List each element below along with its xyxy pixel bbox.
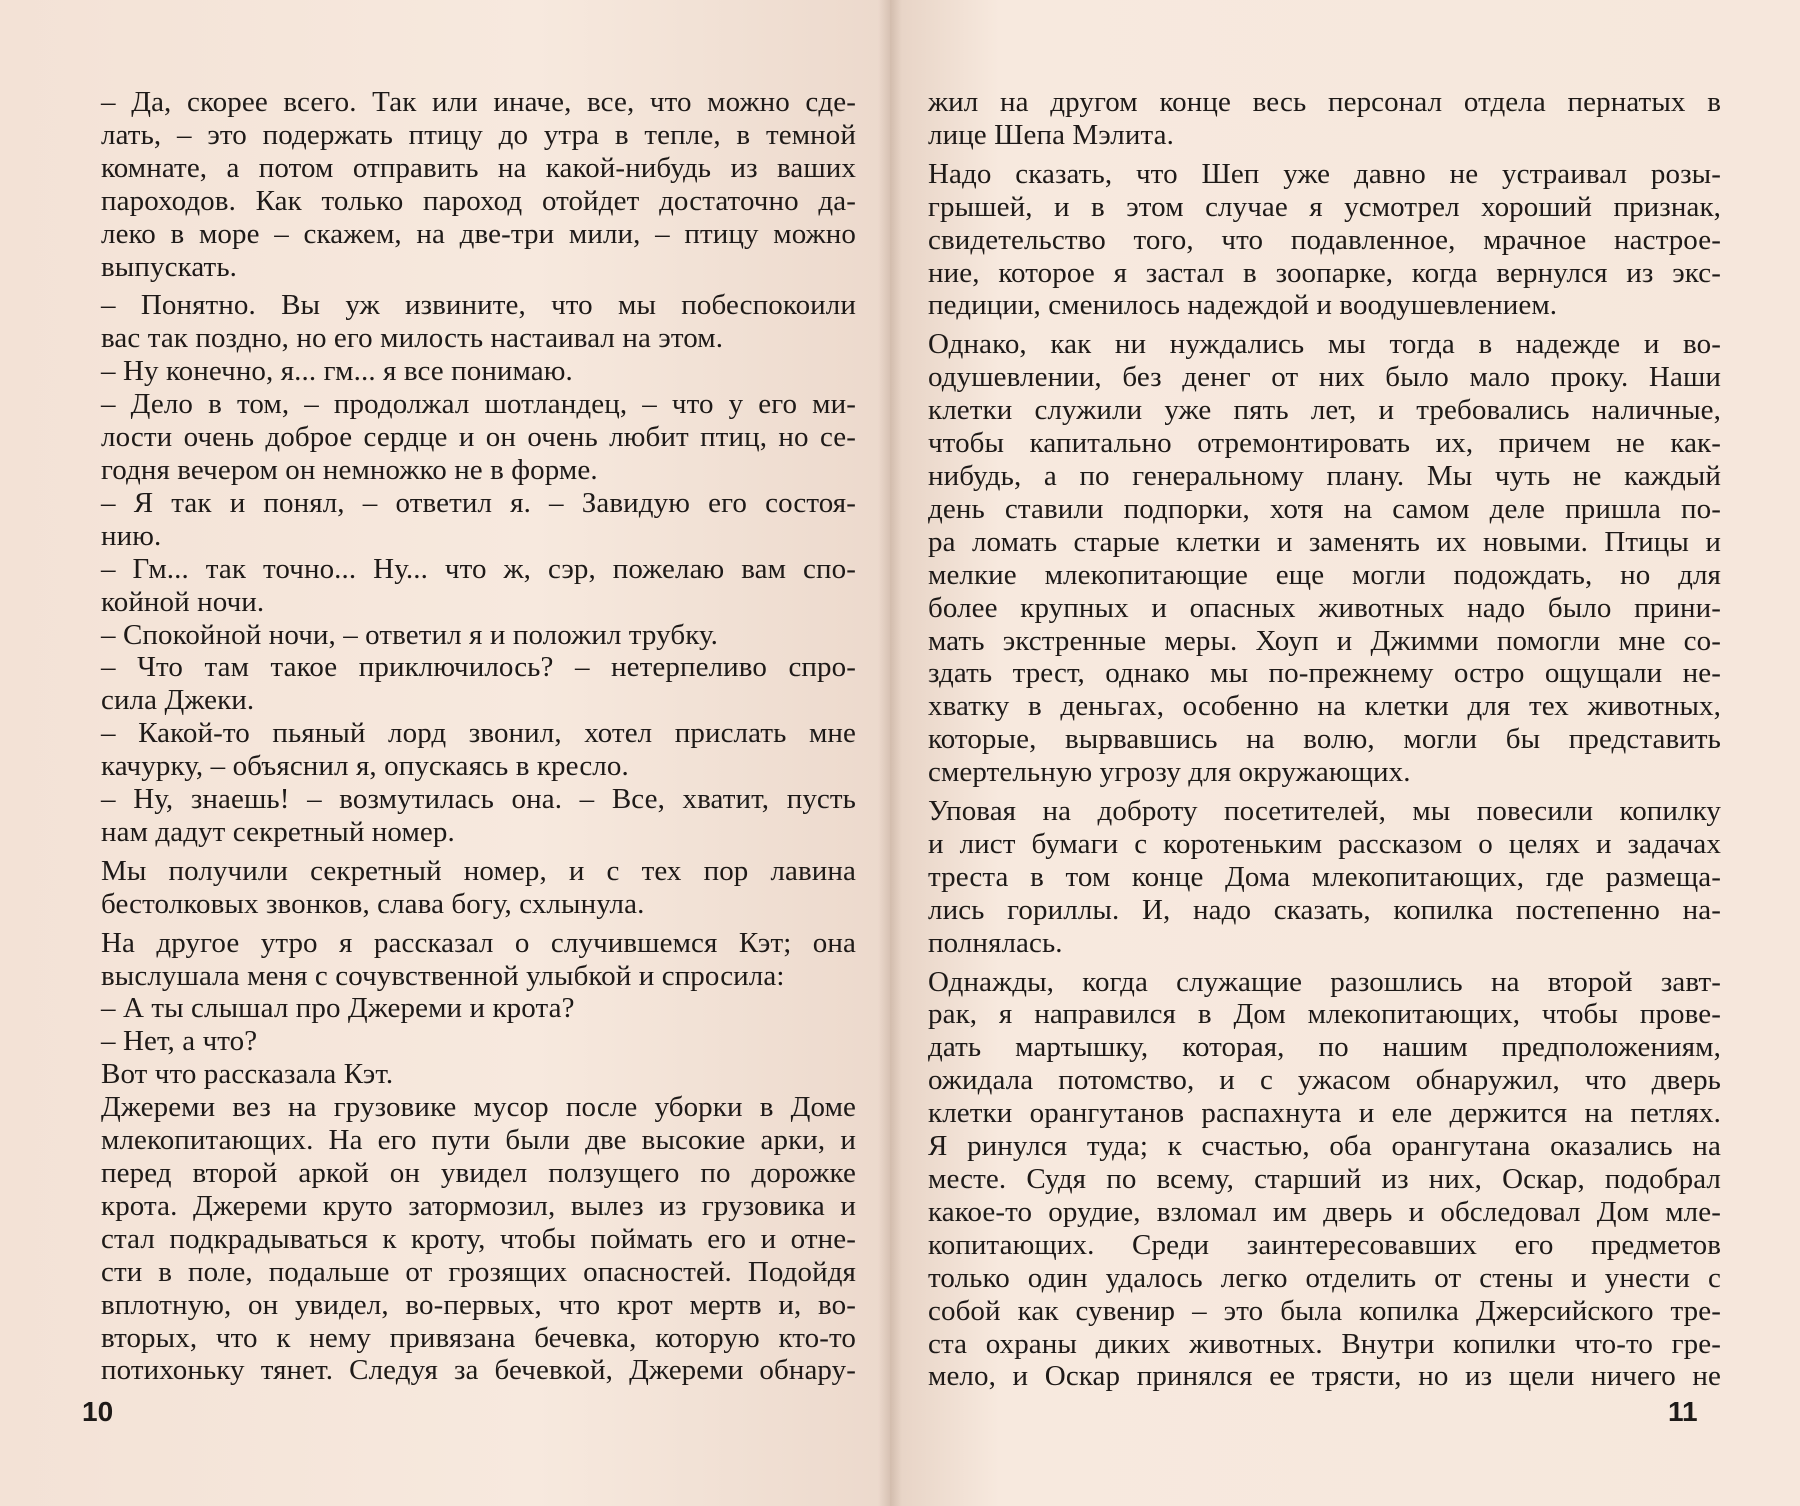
text-line: собой как сувенир – это была копилка Джерсийского тре- xyxy=(928,1294,1721,1327)
book-gutter xyxy=(878,0,902,1506)
text-line: потихоньку тянет. Следуя за бечевкой, Джереми обнару- xyxy=(101,1354,856,1387)
text-line: – Понятно. Вы уж извините, что мы побеспокоили xyxy=(101,289,856,322)
left-page-text xyxy=(101,86,856,1387)
text-line: только один удалось легко отделить от стены и унести с xyxy=(928,1261,1721,1294)
text-line: Я ринулся туда; к счастью, оба орангутана оказались на xyxy=(928,1130,1721,1163)
text-line: Уповая на доброту посетителей, мы повесили копилку xyxy=(928,795,1721,828)
text-line: стал подкрадываться к кроту, чтобы поймать его и отне- xyxy=(101,1222,856,1255)
text-line: ста охраны диких животных. Внутри копилки что-то гре- xyxy=(928,1327,1721,1360)
text-line: мело, и Оскар принялся ее трясти, но из щели ничего не xyxy=(928,1360,1721,1393)
text-line: На другое утро я рассказал о случившемся Кэт; она xyxy=(101,926,856,959)
text-line: копитающих. Среди заинтересовавших его предметов xyxy=(928,1228,1721,1261)
text-line: сти в поле, подальше от грозящих опасностей. Подойдя xyxy=(101,1255,856,1288)
text-line: качурку, – объяснил я, опускаясь в кресло. xyxy=(101,750,629,783)
text-line: вторых, что к нему привязана бечевка, которую кто-то xyxy=(101,1321,856,1354)
text-line: – Ну, знаешь! – возмутилась она. – Все, хватит, пусть xyxy=(101,783,856,816)
text-line: – Что там такое приключилось? – нетерпеливо спро- xyxy=(101,651,856,684)
text-line: более крупных и опасных животных надо было прини- xyxy=(928,591,1721,624)
right-page-text xyxy=(928,86,1721,1393)
text-line: нам дадут секретный номер. xyxy=(101,815,455,848)
text-line: – А ты слышал про Джереми и крота? xyxy=(101,992,575,1025)
text-line: одушевлении, без денег от них было мало проку. Наши xyxy=(928,361,1721,394)
page-number-left: 10 xyxy=(82,1396,114,1427)
text-line: треста в том конце Дома млекопитающих, где размеща- xyxy=(928,860,1721,893)
text-line: бестолковых звонков, слава богу, схлынула. xyxy=(101,887,645,920)
text-line: Однако, как ни нуждались мы тогда в надежде и во- xyxy=(928,328,1721,361)
text-line: лать, – это подержать птицу до утра в тепле, в темной xyxy=(101,118,856,151)
text-line: лости очень доброе сердце и он очень любит птиц, но се- xyxy=(101,421,856,454)
text-line: Надо сказать, что Шеп уже давно не устраивал розы- xyxy=(928,157,1721,190)
text-line: чтобы капитально отремонтировать их, причем не как- xyxy=(928,427,1721,460)
text-line: перед второй аркой он увидел ползущего по дорожке xyxy=(101,1157,856,1189)
page-number-right: 11 xyxy=(1668,1396,1698,1427)
text-line: здать трест, однако мы по-прежнему остро ощущали не- xyxy=(928,657,1721,690)
text-line: какое-то орудие, взломал им дверь и обследовал Дом мле- xyxy=(928,1195,1721,1228)
text-line: млекопитающих. На его пути были две высокие арки, и xyxy=(101,1124,856,1157)
text-line: вас так поздно, но его милость настаивал на этом. xyxy=(101,322,724,355)
text-line: педиции, сменилось надеждой и воодушевлением. xyxy=(928,289,1558,322)
text-line: ожидала потомство, и с ужасом обнаружил, что дверь xyxy=(928,1064,1721,1097)
text-line: – Гм... так точно... Ну... что ж, сэр, пожелаю вам спо- xyxy=(101,552,856,585)
right-page xyxy=(890,0,1800,1506)
text-line: – Спокойной ночи, – ответил я и положил трубку. xyxy=(101,618,719,651)
text-line: Мы получили секретный номер, и с тех пор лавина xyxy=(101,854,856,887)
text-line: грышей, и в этом случае я усмотрел хороший признак, xyxy=(928,190,1721,223)
text-line: которые, вырвавшись на волю, могли бы представить xyxy=(928,723,1721,756)
text-line: – Дело в том, – продолжал шотландец, – что у его ми- xyxy=(101,388,856,421)
text-line: леко в море – скажем, на две-три мили, – птицу можно xyxy=(101,217,856,250)
text-line: Вот что рассказала Кэт. xyxy=(101,1058,394,1091)
text-line: – Да, скорее всего. Так или иначе, все, что можно сде- xyxy=(101,86,856,118)
text-line: полнялась. xyxy=(928,926,1063,959)
text-line: – Ну конечно, я... гм... я все понимаю. xyxy=(101,355,573,388)
text-line: и лист бумаги с коротеньким рассказом о целях и задачах xyxy=(928,827,1721,860)
left-page xyxy=(0,0,890,1506)
text-line: мать экстренные меры. Хоуп и Джимми помогли мне со- xyxy=(928,624,1721,657)
text-line: лись гориллы. И, надо сказать, копилка постепенно на- xyxy=(928,893,1721,926)
text-line: дать мартышку, которая, по нашим предположениям, xyxy=(928,1031,1721,1064)
text-line: хватку в деньгах, особенно на клетки для тех животных, xyxy=(928,690,1721,723)
text-line: месте. Судя по всему, старший из них, Оскар, подобрал xyxy=(928,1163,1721,1195)
text-line: рак, я направился в Дом млекопитающих, чтобы прове- xyxy=(928,998,1721,1031)
text-line: годня вечером он немножко не в форме. xyxy=(101,453,598,486)
text-line: свидетельство того, что подавленное, мрачное настрое- xyxy=(928,223,1721,256)
text-line: – Я так и понял, – ответил я. – Завидую его состоя- xyxy=(101,486,856,519)
text-line: вплотную, он увидел, во-первых, что крот мертв и, во- xyxy=(101,1288,856,1321)
text-line: нию. xyxy=(101,519,162,552)
text-line: крота. Джереми круто затормозил, вылез из грузовика и xyxy=(101,1189,856,1222)
text-line: клетки орангутанов распахнута и еле держится на петлях. xyxy=(928,1097,1721,1130)
text-line: смертельную угрозу для окружающих. xyxy=(928,756,1411,789)
text-line: выпускать. xyxy=(101,250,237,283)
text-line: мелкие млекопитающие еще могли подождать, но для xyxy=(928,558,1721,591)
text-line: нибудь, а по генеральному плану. Мы чуть не каждый xyxy=(928,459,1721,492)
text-line: сила Джеки. xyxy=(101,684,255,717)
text-line: ние, которое я застал в зоопарке, когда вернулся из экс- xyxy=(928,256,1721,289)
text-line: пароходов. Как только пароход отойдет достаточно да- xyxy=(101,184,856,217)
text-line: выслушала меня с сочувственной улыбкой и спросила: xyxy=(101,959,785,992)
text-line: – Какой-то пьяный лорд звонил, хотел прислать мне xyxy=(101,717,856,750)
text-line: Джереми вез на грузовике мусор после уборки в Доме xyxy=(101,1091,856,1124)
text-line: Однажды, когда служащие разошлись на второй завт- xyxy=(928,965,1721,998)
text-line: койной ночи. xyxy=(101,585,265,618)
text-line: день ставили подпорки, хотя на самом деле пришла по- xyxy=(928,492,1721,525)
text-line: комнате, а потом отправить на какой-нибудь из ваших xyxy=(101,151,856,184)
text-line: лице Шепа Мэлита. xyxy=(928,118,1174,151)
text-line: ра ломать старые клетки и заменять их новыми. Птицы и xyxy=(928,525,1721,558)
text-line: клетки служили уже пять лет, и требовались наличные, xyxy=(928,394,1721,427)
text-line: – Нет, а что? xyxy=(101,1025,258,1058)
text-line: жил на другом конце весь персонал отдела пернатых в xyxy=(928,86,1721,118)
